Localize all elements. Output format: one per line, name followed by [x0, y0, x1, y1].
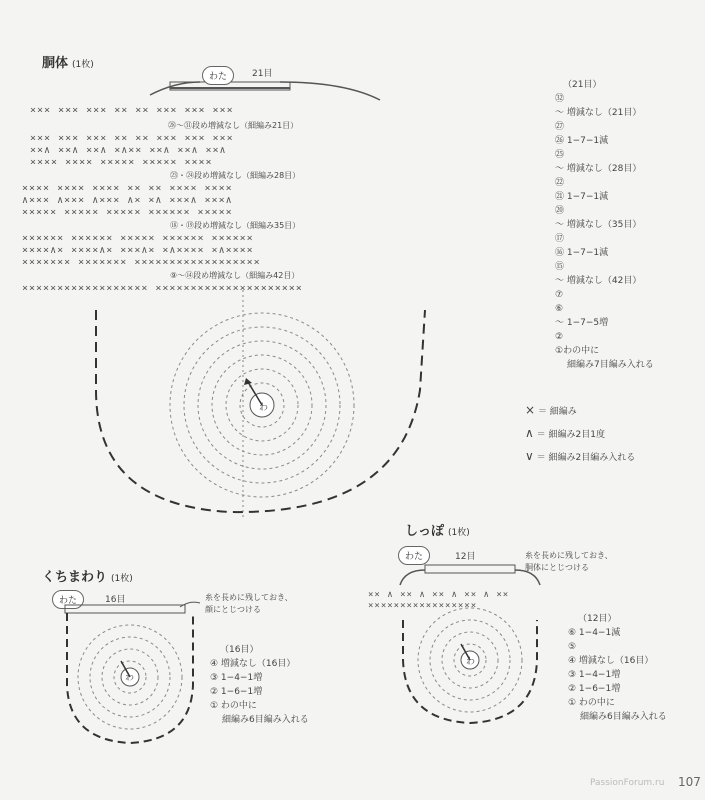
tail-stitch-row-1: ×× ∧ ×× ∧ ×× ∧ ×× ∧ ××: [368, 590, 510, 600]
tail-center-label: わ: [466, 657, 476, 667]
stitch-row-2: ××× ××× ××× ×× ×× ××× ××× ×××: [30, 133, 234, 144]
seq-line: ～ 増減なし（21目）: [555, 108, 642, 118]
mouth-seq-line: ① わの中に: [210, 701, 257, 711]
stitch-row-7: ××××× ××××× ××××× ×××××× ×××××: [22, 207, 233, 218]
seq-line: ①わの中に: [555, 346, 600, 356]
seq-line: ⑰: [555, 234, 565, 244]
seq-line: ⑳: [555, 206, 565, 216]
legend-symbol: ∨: [525, 449, 534, 463]
legend-symbol: ∧: [525, 426, 534, 440]
mouth-seq-line: ③ 1−4−1増: [210, 673, 263, 683]
mouth-title-count: (1枚): [111, 574, 133, 584]
mouth-note-2: 顔にとじつける: [205, 605, 261, 614]
main-top-count: 21目: [252, 69, 273, 79]
tail-seq-line: 細編み6目編み入れる: [580, 712, 667, 722]
stitch-row-5: ×××× ×××× ×××× ×× ×× ×××× ××××: [22, 183, 233, 194]
legend-text: ＝ 細編み2目編み入れる: [536, 453, 636, 463]
seq-line: ～ 増減なし（28目）: [555, 164, 642, 174]
site-watermark: PassionForum.ru: [590, 778, 665, 788]
seq-line: ⑮: [555, 262, 565, 272]
tail-seq-line: ③ 1−4−1増: [568, 670, 621, 680]
page-number: 107: [678, 775, 701, 789]
mouth-title-text: くちまわり: [42, 570, 108, 585]
main-title-text: 胴体: [42, 56, 69, 71]
legend-symbol: ×: [525, 403, 536, 417]
tail-seq-line: ⑥ 1−4−1減: [568, 628, 621, 638]
tail-title: [405, 520, 470, 539]
tail-diagram: [395, 560, 545, 730]
mouth-note-1: 糸を長めに残しておき、: [205, 593, 293, 602]
mouth-seq-line: ② 1−6−1増: [210, 687, 263, 697]
main-annotation-3: ⑱・⑲段め増減なし（細編み35目）: [170, 221, 301, 230]
seq-line: ㉜: [555, 94, 565, 104]
tail-note-1: 糸を長めに残しておき、: [525, 551, 613, 560]
seq-line: ⑦: [555, 290, 564, 300]
legend-row-inc: [525, 449, 635, 463]
seq-line: （21目）: [563, 80, 602, 90]
seq-line: ㉒: [555, 178, 565, 188]
main-annotation-1: ㉘～㉛段め増減なし（細編み21目）: [168, 121, 299, 130]
seq-line: ㉕: [555, 150, 565, 160]
mouth-center-label: わ: [125, 673, 135, 683]
legend-text: ＝ 細編み: [537, 407, 577, 417]
stitch-row-3: ××∧ ××∧ ××∧ ×∧×× ××∧ ××∧ ××∧: [30, 145, 227, 156]
main-center-label: わ: [259, 403, 269, 413]
main-top-arc: [150, 82, 380, 100]
legend-row-sc: [525, 403, 577, 417]
tail-title-text: しっぽ: [405, 524, 445, 539]
seq-line: ㉑ 1−7−1減: [555, 192, 609, 202]
seq-line: ～ 増減なし（35目）: [555, 220, 642, 230]
stitch-row-6: ∧××× ∧××× ∧××× ∧× ×∧ ×××∧ ×××∧: [22, 195, 233, 206]
legend-row-dec: [525, 426, 605, 440]
stitch-row-8: ×××××× ×××××× ××××× ×××××× ××××××: [22, 233, 254, 244]
tail-seq-line: （12目）: [578, 614, 617, 624]
seq-line: ～ 増減なし（42目）: [555, 276, 642, 286]
seq-line: ㉖ 1−7−1減: [555, 136, 609, 146]
tail-seq-line: ⑤: [568, 642, 577, 652]
stitch-row-1: ××× ××× ××× ×× ×× ××× ××× ×××: [30, 105, 234, 116]
seq-line: ㉗: [555, 122, 565, 132]
tail-seq-line: ① わの中に: [568, 698, 615, 708]
main-annotation-4: ⑨～⑭段め増減なし（細編み42目）: [170, 271, 300, 280]
main-annotation-2: ㉓・㉔段め増減なし（細編み28目）: [170, 171, 301, 180]
mouth-seq-line: 細編み6目編み入れる: [222, 715, 309, 725]
stitch-row-11: ×××××××××××××××××× ×××××××××××××××××××××: [22, 283, 303, 294]
tail-wata-bubble: わた: [398, 546, 430, 565]
stitch-row-9: ××××∧× ××××∧× ×××∧× ×∧×××× ×∧××××: [22, 245, 254, 256]
mouth-title: [42, 566, 133, 585]
seq-line: ②: [555, 332, 564, 342]
mouth-wata-bubble: わた: [52, 590, 84, 609]
main-title-count: (1枚): [72, 60, 94, 70]
tail-stitch-row-2: ×××××××××××××××××: [368, 601, 478, 611]
mouth-sequence: [210, 643, 309, 727]
main-sequence: [555, 78, 654, 372]
mouth-seq-line: ④ 増減なし（16目）: [210, 659, 296, 669]
stitch-row-4: ×××× ×××× ××××× ××××× ××××: [30, 157, 213, 168]
main-wata-bubble: わた: [202, 66, 234, 85]
tail-note-2: 胴体にとじつける: [525, 563, 589, 572]
stitch-row-10: ××××××× ××××××× ××××××××××××××××××: [22, 257, 261, 268]
tail-title-count: (1枚): [448, 528, 470, 538]
seq-line: 細編み7目編み入れる: [567, 360, 654, 370]
tail-seq-line: ② 1−6−1増: [568, 684, 621, 694]
tail-top-count: 12目: [455, 552, 476, 562]
mouth-top-count: 16目: [105, 595, 126, 605]
legend-text: ＝ 細編み2目1度: [536, 430, 605, 440]
mouth-seq-line: （16目）: [220, 645, 259, 655]
tail-sequence: [568, 612, 667, 724]
seq-line: ⑯ 1−7−1減: [555, 248, 609, 258]
seq-line: ～ 1−7−5増: [555, 318, 609, 328]
tail-seq-line: ④ 増減なし（16目）: [568, 656, 654, 666]
seq-line: ⑥: [555, 304, 564, 314]
